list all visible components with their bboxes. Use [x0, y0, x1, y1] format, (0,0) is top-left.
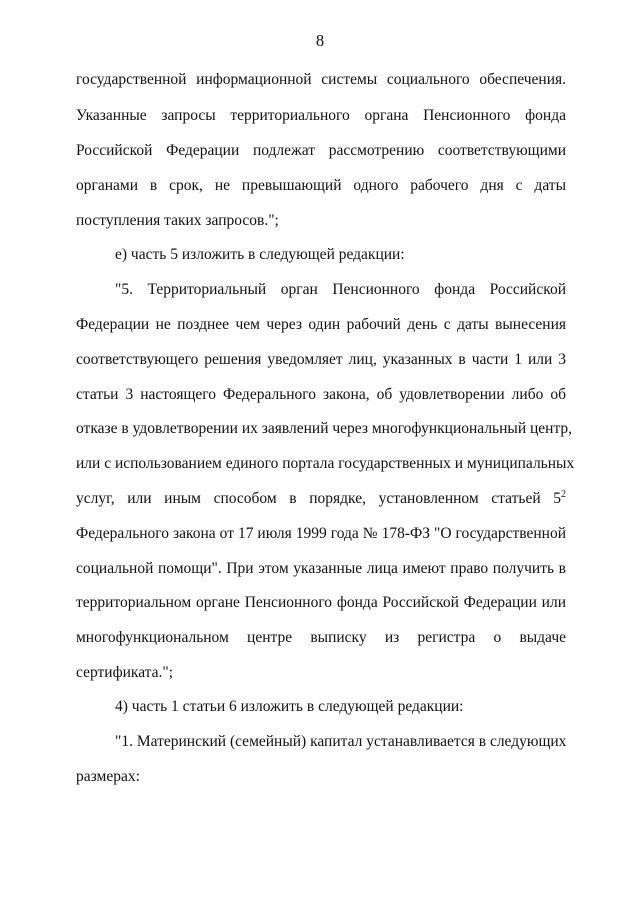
text-line: Российской Федерации подлежат рассмотрению соответствующими: [76, 142, 566, 159]
text-line: Указанные запросы территориального органа Пенсионного фонда: [76, 107, 566, 124]
page-number: 8: [315, 31, 325, 50]
text-line: сертификата.";: [76, 664, 174, 681]
text-line-main: услуг, или иным способом в порядке, установленном статьей 5: [76, 490, 561, 507]
text-line: или с использованием единого портала государственных и муниципальных: [76, 455, 575, 472]
text-line: "5. Территориальный орган Пенсионного фонда Российской: [115, 281, 566, 298]
text-line: размерах:: [76, 768, 140, 785]
text-line: поступления таких запросов.";: [76, 212, 279, 229]
text-line: Федерального закона от 17 июля 1999 года № 178-ФЗ "О государственной: [76, 525, 566, 542]
text-line: государственной информационной системы социального обеспечения.: [76, 71, 566, 88]
text-line: соответствующего решения уведомляет лиц, указанных в части 1 или 3: [76, 351, 566, 368]
text-line: [76, 489, 566, 509]
text-line: статьи 3 настоящего Федерального закона, об удовлетворении либо об: [76, 386, 566, 403]
text-line: Федерации не позднее чем через один рабочий день с даты вынесения: [76, 316, 566, 333]
text-line: отказе в удовлетворении их заявлений через многофункциональный центр,: [76, 420, 573, 437]
superscript-article-number: 2: [561, 489, 566, 500]
text-line: социальной помощи". При этом указанные лица имеют право получить в: [76, 560, 566, 577]
text-line: е) часть 5 изложить в следующей редакции:: [115, 246, 405, 263]
text-line: многофункциональном центре выписку из регистра о выдаче: [76, 629, 566, 646]
text-line: территориальном органе Пенсионного фонда Российской Федерации или: [76, 594, 566, 611]
text-line: органами в срок, не превышающий одного рабочего дня с даты: [76, 177, 566, 194]
text-line: "1. Материнский (семейный) капитал устанавливается в следующих: [115, 733, 567, 750]
text-line: 4) часть 1 статьи 6 изложить в следующей редакции:: [115, 698, 464, 715]
